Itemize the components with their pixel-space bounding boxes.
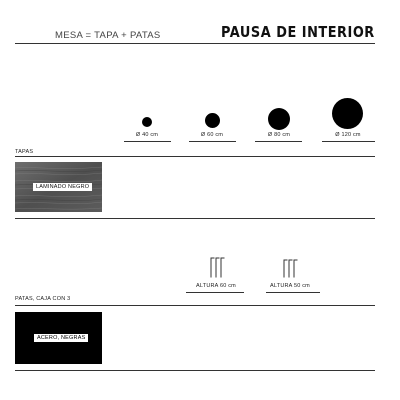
size-label-40: Ø 40 cm: [135, 132, 159, 138]
size-label-80: Ø 80 cm: [267, 132, 291, 138]
brand-title: PAUSA DE INTERIOR: [221, 23, 375, 41]
legs-divider: [15, 305, 375, 306]
height-label-50: ALTURA 50 cm: [270, 283, 310, 289]
table-top-40-icon: [142, 117, 152, 127]
table-top-60-icon: [205, 113, 220, 128]
size-label-120: Ø 120 cm: [335, 132, 361, 138]
height-label-60: ALTURA 60 cm: [196, 283, 236, 289]
steel-finish-tag: ACERO, NEGRAS: [34, 334, 88, 342]
size-underline-80: [255, 141, 302, 142]
table-top-80-icon: [268, 108, 290, 130]
height-underline-50: [266, 292, 320, 293]
size-label-60: Ø 60 cm: [200, 132, 224, 138]
page-subtitle: MESA = TAPA + PATAS: [55, 30, 161, 41]
tops-section-label: TAPAS: [15, 149, 34, 155]
height-underline-60: [186, 292, 244, 293]
tops-divider: [15, 156, 375, 157]
size-underline-40: [124, 141, 171, 142]
tops-bottom-divider: [15, 218, 375, 219]
leg-set-50-icon: [282, 258, 298, 278]
header-divider: [15, 43, 375, 44]
legs-bottom-divider: [15, 370, 375, 371]
size-underline-120: [322, 141, 375, 142]
legs-section-label: PATAS, CAJA CON 3: [15, 296, 71, 302]
laminate-finish-tag: LAMINADO NEGRO: [33, 183, 92, 191]
leg-set-60-icon: [209, 256, 225, 278]
size-underline-60: [189, 141, 236, 142]
table-top-120-icon: [332, 98, 363, 129]
